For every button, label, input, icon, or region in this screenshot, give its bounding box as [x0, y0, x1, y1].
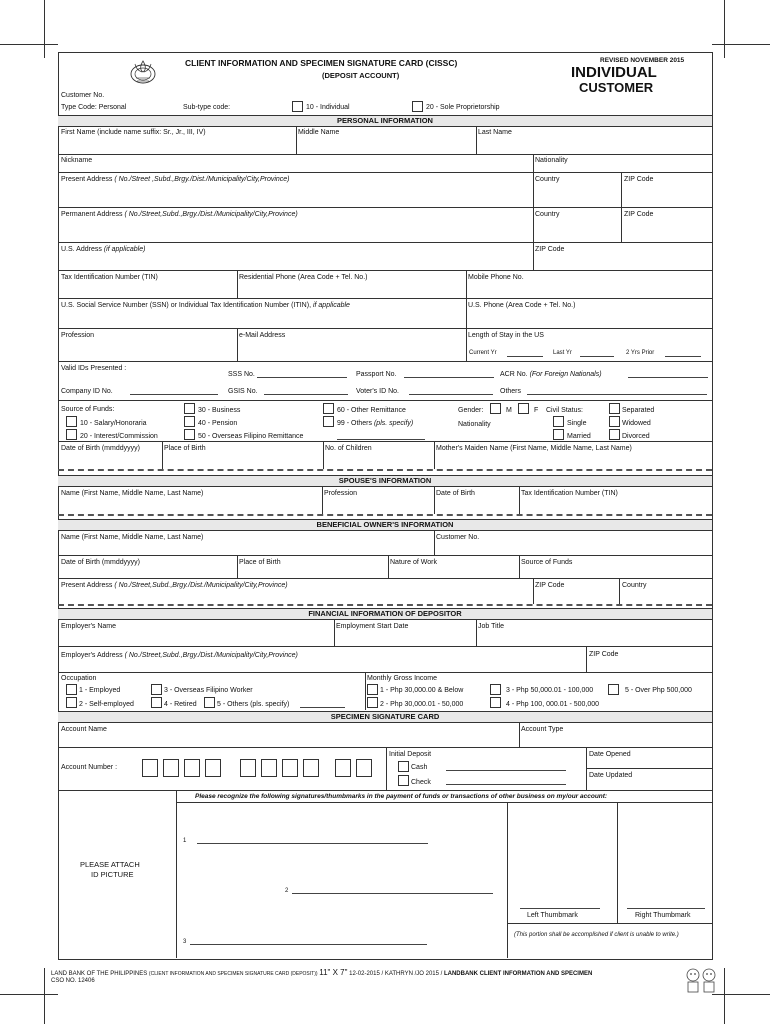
divider	[334, 619, 335, 646]
voters-id-field[interactable]	[409, 394, 493, 395]
gender-m-label: M	[506, 407, 512, 414]
gsis-label: GSIS No.	[228, 388, 258, 395]
right-thumbmark-label: Right Thumbmark	[635, 912, 691, 919]
row-line	[58, 747, 712, 748]
bo-address-hint: ( No./Street,Subd.,Brgy./Dist./Municipality/City,Province)	[114, 582, 288, 589]
children-label: No. of Children	[325, 445, 372, 452]
row-line	[507, 923, 712, 924]
divider	[388, 555, 389, 578]
cash-amount-field[interactable]	[446, 770, 566, 771]
gender-f-checkbox[interactable]	[518, 403, 529, 414]
country-label: Country	[535, 211, 560, 218]
row-line	[58, 154, 712, 155]
divider	[476, 619, 477, 646]
sf-10-label: 10 - Salary/Honoraria	[80, 420, 147, 427]
divider	[476, 126, 477, 154]
row-line	[586, 768, 712, 769]
permanent-address-label: Permanent Address ( No./Street,Subd.,Brgy./Dist./Municipality/City,Province)	[61, 211, 298, 218]
form-subtitle: (DEPOSIT ACCOUNT)	[322, 71, 400, 80]
row-line	[58, 298, 712, 299]
footer-title: LANDBANK CLIENT INFORMATION AND SPECIMEN	[443, 971, 593, 977]
check-label: Check	[411, 779, 431, 786]
divider	[533, 154, 534, 172]
subtype-individual-label: 10 - Individual	[306, 104, 350, 111]
single-label: Single	[567, 420, 587, 427]
sf-60-checkbox[interactable]	[323, 403, 334, 414]
divider	[434, 530, 435, 555]
bo-customer-no-label: Customer No.	[436, 534, 480, 541]
check-checkbox[interactable]	[398, 775, 409, 786]
sf-99-hint: (pls. specify)	[373, 420, 414, 427]
account-number-label: Account Number :	[61, 764, 118, 771]
account-type-label: Account Type	[521, 726, 564, 733]
sf-20-checkbox[interactable]	[66, 429, 77, 440]
last-name-label: Last Name	[478, 129, 512, 136]
row-line	[58, 555, 712, 556]
right-thumbmark-area[interactable]	[618, 803, 711, 907]
divider	[533, 578, 534, 604]
pob-label: Place of Birth	[164, 445, 206, 452]
row-line	[58, 328, 712, 329]
crop-mark	[724, 968, 725, 1024]
occ-1-checkbox[interactable]	[66, 684, 77, 695]
separated-checkbox[interactable]	[609, 403, 620, 414]
thumbmark-note: (This portion shall be accomplished if client is unable to write.)	[514, 932, 679, 938]
sss-label: SSS No.	[228, 371, 255, 378]
bo-present-address-label: Present Address ( No./Street,Subd.,Brgy./Dist./Municipality/City,Province)	[61, 582, 288, 589]
email-label: e-Mail Address	[239, 332, 286, 339]
divorced-checkbox[interactable]	[609, 429, 620, 440]
two-yrs-field[interactable]	[665, 356, 701, 357]
divider	[365, 672, 366, 710]
row-line	[58, 172, 712, 173]
footer-bank-name: LAND BANK OF THE PHILIPPINES	[51, 971, 148, 977]
beneficial-owner-heading: BENEFICIAL OWNER'S INFORMATION	[58, 519, 712, 531]
crop-mark	[712, 994, 770, 995]
sf-99-specify-field[interactable]	[337, 439, 425, 440]
last-yr-label: Last Yr	[553, 350, 572, 356]
inc-5-checkbox[interactable]	[608, 684, 619, 695]
account-digit-box[interactable]	[205, 759, 221, 777]
bo-dob-label: Date of Birth (mmddyyyy)	[61, 559, 140, 566]
divider	[176, 790, 177, 958]
divider	[237, 270, 238, 298]
footer-size: 11" X 7"	[319, 968, 348, 977]
inc-3-checkbox[interactable]	[490, 684, 501, 695]
row-line	[58, 400, 712, 401]
divider	[162, 441, 163, 469]
divider	[237, 555, 238, 578]
inc-3-label: 3 - Php 50,000.01 - 100,000	[506, 687, 594, 694]
employment-start-label: Employment Start Date	[336, 623, 409, 630]
date-updated-label: Date Updated	[589, 772, 633, 779]
check-amount-field[interactable]	[446, 784, 566, 785]
divider	[434, 441, 435, 469]
row-line	[58, 646, 712, 647]
passport-field[interactable]	[404, 377, 494, 378]
last-yr-field[interactable]	[580, 356, 614, 357]
dob-label: Date of Birth (mmddyyyy)	[61, 445, 140, 452]
crop-mark	[44, 968, 45, 1024]
two-yrs-label: 2 Yrs Prior	[626, 350, 655, 356]
monthly-income-label: Monthly Gross Income	[367, 675, 438, 682]
crop-mark	[0, 994, 58, 995]
country-label: Country	[535, 176, 560, 183]
nationality-label: Nationality	[458, 421, 491, 428]
dashed-separator	[58, 604, 712, 606]
zip-label: ZIP Code	[624, 211, 654, 218]
current-yr-field[interactable]	[507, 356, 543, 357]
inc-1-checkbox[interactable]	[367, 684, 378, 695]
left-thumbmark-label: Left Thumbmark	[527, 912, 578, 919]
signature-3-number: 3	[183, 939, 187, 945]
divider	[466, 328, 467, 361]
divider	[519, 722, 520, 747]
inc-4-label: 4 - Php 100, 000.01 - 500,000	[506, 701, 600, 708]
occ-1-label: 1 - Employed	[79, 687, 121, 694]
row-line	[58, 270, 712, 271]
attach-id-text-1: PLEASE ATTACH	[80, 860, 140, 869]
financial-info-heading: FINANCIAL INFORMATION OF DEPOSITOR	[58, 608, 712, 620]
divider	[586, 646, 587, 672]
ssn-label: U.S. Social Service Number (SSN) or Individual Tax Identification Number (ITIN), if applicable	[61, 302, 350, 309]
signature-2-line[interactable]	[292, 893, 493, 894]
signature-1-number: 1	[183, 838, 187, 844]
initial-deposit-label: Initial Deposit	[389, 751, 432, 758]
account-digit-box[interactable]	[282, 759, 298, 777]
permanent-address-hint: ( No./Street,Subd.,Brgy./Dist./Municipality/City,Province)	[124, 211, 298, 218]
sf-10-checkbox[interactable]	[66, 416, 77, 427]
company-id-label: Company ID No.	[61, 388, 113, 395]
landbank-logo-icon	[128, 58, 158, 86]
row-line	[58, 578, 712, 579]
divider	[533, 207, 534, 242]
footer-date: 12-02-2015	[349, 971, 380, 977]
nationality-label: Nationality	[535, 157, 568, 164]
divider	[621, 172, 622, 207]
footer-line-1	[51, 968, 592, 979]
employer-address-label: Employer's Address ( No./Street,Subd.,Brgy./Dist./Municipality/City,Province)	[61, 652, 298, 659]
job-title-label: Job Title	[478, 623, 505, 630]
employer-address-hint: ( No./Street,Subd.,Brgy./Dist./Municipality/City,Province)	[124, 652, 298, 659]
revised-date: REVISED NOVEMBER 2015	[600, 57, 685, 64]
married-checkbox[interactable]	[553, 429, 564, 440]
type-code-label: Type Code: Personal	[61, 104, 127, 111]
middle-name-label: Middle Name	[298, 129, 340, 136]
present-address-hint: ( No./Street ,Subd.,Brgy./Dist./Municipality/City,Province)	[114, 176, 290, 183]
account-digit-box[interactable]	[240, 759, 256, 777]
divider	[466, 298, 467, 328]
source-funds-label: Source of Funds:	[61, 406, 115, 413]
divorced-label: Divorced	[622, 433, 650, 440]
row-line	[58, 441, 712, 442]
divider	[619, 578, 620, 604]
separated-label: Separated	[622, 407, 655, 414]
spouse-dob-label: Date of Birth	[436, 490, 475, 497]
gsis-field[interactable]	[264, 394, 348, 395]
inc-2-checkbox[interactable]	[367, 697, 378, 708]
sf-99-label: 99 - Others (pls. specify)	[337, 420, 414, 427]
sf-50-checkbox[interactable]	[184, 429, 195, 440]
occ-3-checkbox[interactable]	[151, 684, 162, 695]
inc-4-checkbox[interactable]	[490, 697, 501, 708]
recognize-statement: Please recognize the following signatures/thumbmarks in the payment of funds or transactions of other business on my/our account:	[195, 793, 608, 800]
dashed-separator	[58, 514, 712, 516]
signature-2-number: 2	[285, 888, 289, 894]
present-address-label: Present Address ( No./Street ,Subd.,Brgy./Dist./Municipality/City,Province)	[61, 176, 290, 183]
customer-type-line2: CUSTOMER	[579, 80, 654, 95]
occ-3-label: 3 - Overseas Filipino Worker	[164, 687, 253, 694]
subtype-code-label: Sub-type code:	[183, 104, 231, 111]
divider	[323, 441, 324, 469]
account-digit-box[interactable]	[261, 759, 277, 777]
spouse-info-heading: SPOUSE'S INFORMATION	[58, 475, 712, 487]
voters-id-label: Voter's ID No.	[356, 388, 399, 395]
current-yr-label: Current Yr	[469, 350, 497, 356]
employer-zip-label: ZIP Code	[589, 651, 619, 658]
spouse-name-label: Name (First Name, Middle Name, Last Name)	[61, 490, 204, 497]
civil-status-label: Civil Status:	[546, 407, 583, 414]
signature-1-line[interactable]	[197, 843, 428, 844]
account-digit-box[interactable]	[163, 759, 179, 777]
divider	[621, 207, 622, 242]
divider	[533, 172, 534, 207]
divider	[533, 242, 534, 270]
zip-label: ZIP Code	[624, 176, 654, 183]
us-phone-label: U.S. Phone (Area Code + Tel. No.)	[468, 302, 576, 309]
account-digit-box[interactable]	[335, 759, 351, 777]
left-thumbmark-area[interactable]	[508, 803, 616, 907]
footer-mascot-icon	[683, 966, 719, 996]
sf-40-label: 40 - Pension	[198, 420, 238, 427]
spouse-tin-label: Tax Identification Number (TIN)	[521, 490, 618, 497]
length-stay-label: Length of Stay in the US	[468, 332, 544, 339]
divider	[434, 486, 435, 514]
widowed-label: Widowed	[622, 420, 651, 427]
divider	[237, 328, 238, 361]
first-name-label: First Name (include name suffix: Sr., Jr., III, IV)	[61, 129, 206, 136]
customer-type-line1: INDIVIDUAL	[571, 64, 657, 81]
row-line	[58, 242, 712, 243]
specimen-signature-heading: SPECIMEN SIGNATURE CARD	[58, 711, 712, 723]
bo-pob-label: Place of Birth	[239, 559, 281, 566]
row-line	[58, 672, 712, 673]
occ-4-label: 4 - Retired	[164, 701, 197, 708]
gender-f-label: F	[534, 407, 539, 414]
crop-mark	[712, 44, 770, 45]
customer-no-label: Customer No.	[61, 92, 105, 99]
acr-hint: (For Foreign Nationals)	[529, 371, 602, 378]
occupation-label: Occupation	[61, 675, 97, 682]
account-digit-box[interactable]	[184, 759, 200, 777]
footer-form-name: (CLIENT INFORMATION AND SPECIMEN SIGNATURE CARD (DEPOSIT))	[148, 971, 318, 977]
ssn-hint: if applicable	[312, 302, 350, 309]
row-line	[58, 207, 712, 208]
signature-3-line[interactable]	[190, 944, 427, 945]
passport-label: Passport No.	[356, 371, 397, 378]
others-field[interactable]	[527, 394, 707, 395]
inc-5-label: 5 - Over Php 500,000	[625, 687, 692, 694]
mobile-label: Mobile Phone No.	[468, 274, 524, 281]
occ-5-label: 5 - Others (pls. specify)	[217, 701, 290, 708]
form-title: CLIENT INFORMATION AND SPECIMEN SIGNATURE CARD (CISSC)	[185, 58, 458, 68]
occ-4-checkbox[interactable]	[151, 697, 162, 708]
occ-5-checkbox[interactable]	[204, 697, 215, 708]
occ-2-label: 2 - Self-employed	[79, 701, 134, 708]
divider	[519, 486, 520, 514]
divider	[322, 486, 323, 514]
attach-id-text-2: ID PICTURE	[91, 870, 134, 879]
occ-2-checkbox[interactable]	[66, 697, 77, 708]
personal-info-heading: PERSONAL INFORMATION	[58, 115, 712, 127]
divider	[466, 270, 467, 298]
sf-20-label: 20 - Interest/Commission	[80, 433, 158, 440]
footer-cso: CSO NO. 12406	[51, 978, 95, 984]
row-line	[58, 790, 712, 791]
valid-ids-label: Valid IDs Presented :	[61, 365, 127, 372]
divider	[296, 126, 297, 154]
id-picture-area[interactable]	[58, 802, 176, 958]
subtype-individual-checkbox[interactable]	[292, 101, 303, 112]
sf-99-checkbox[interactable]	[323, 416, 334, 427]
gender-m-checkbox[interactable]	[490, 403, 501, 414]
sf-60-label: 60 - Other Remittance	[337, 407, 406, 414]
crop-mark	[724, 0, 725, 58]
divider	[386, 747, 387, 790]
tin-label: Tax Identification Number (TIN)	[61, 274, 158, 281]
sf-50-label: 50 - Overseas Filipino Remittance	[198, 433, 304, 440]
bo-zip-label: ZIP Code	[535, 582, 565, 589]
cash-checkbox[interactable]	[398, 761, 409, 772]
divider	[519, 555, 520, 578]
profession-label: Profession	[61, 332, 95, 339]
account-name-label: Account Name	[61, 726, 107, 733]
bo-name-label: Name (First Name, Middle Name, Last Name)	[61, 534, 204, 541]
zip-label: ZIP Code	[535, 246, 565, 253]
spouse-profession-label: Profession	[324, 490, 358, 497]
account-digit-box[interactable]	[356, 759, 372, 777]
others-label: Others	[500, 388, 522, 395]
mothers-maiden-label: Mother's Maiden Name (First Name, Middle Name, Last Name)	[436, 445, 632, 452]
single-checkbox[interactable]	[553, 416, 564, 427]
sf-30-checkbox[interactable]	[184, 403, 195, 414]
us-address-label: U.S. Address (if applicable)	[61, 246, 146, 253]
account-digit-box[interactable]	[303, 759, 319, 777]
dashed-separator	[58, 469, 712, 471]
widowed-checkbox[interactable]	[609, 416, 620, 427]
left-thumb-line	[520, 908, 600, 909]
occ-5-specify-field[interactable]	[300, 707, 345, 708]
sf-30-label: 30 - Business	[198, 407, 241, 414]
account-digit-box[interactable]	[142, 759, 158, 777]
cash-label: Cash	[411, 764, 428, 771]
acr-field[interactable]	[628, 377, 708, 378]
residential-phone-label: Residential Phone (Area Code + Tel. No.)	[239, 274, 368, 281]
nickname-label: Nickname	[61, 157, 93, 164]
married-label: Married	[567, 433, 591, 440]
subtype-sole-checkbox[interactable]	[412, 101, 423, 112]
bo-source-funds-label: Source of Funds	[521, 559, 573, 566]
subtype-sole-label: 20 - Sole Proprietorship	[426, 104, 500, 111]
date-opened-label: Date Opened	[589, 751, 631, 758]
bo-nature-work-label: Nature of Work	[390, 559, 437, 566]
company-id-field[interactable]	[130, 394, 218, 395]
inc-2-label: 2 - Php 30,000.01 - 50,000	[380, 701, 464, 708]
row-line	[58, 361, 712, 362]
us-address-hint: (if applicable)	[103, 246, 146, 253]
crop-mark	[0, 44, 58, 45]
inc-1-label: 1 - Php 30,000.00 & Below	[380, 687, 464, 694]
gender-label: Gender:	[458, 407, 484, 414]
sf-40-checkbox[interactable]	[184, 416, 195, 427]
crop-mark	[44, 0, 45, 58]
bo-country-label: Country	[622, 582, 647, 589]
employer-name-label: Employer's Name	[61, 623, 117, 630]
sss-field[interactable]	[257, 377, 347, 378]
acr-label: ACR No. (For Foreign Nationals)	[500, 371, 602, 378]
footer-author: / KATHRYN /JO 2015 /	[381, 971, 443, 977]
right-thumb-line	[627, 908, 705, 909]
